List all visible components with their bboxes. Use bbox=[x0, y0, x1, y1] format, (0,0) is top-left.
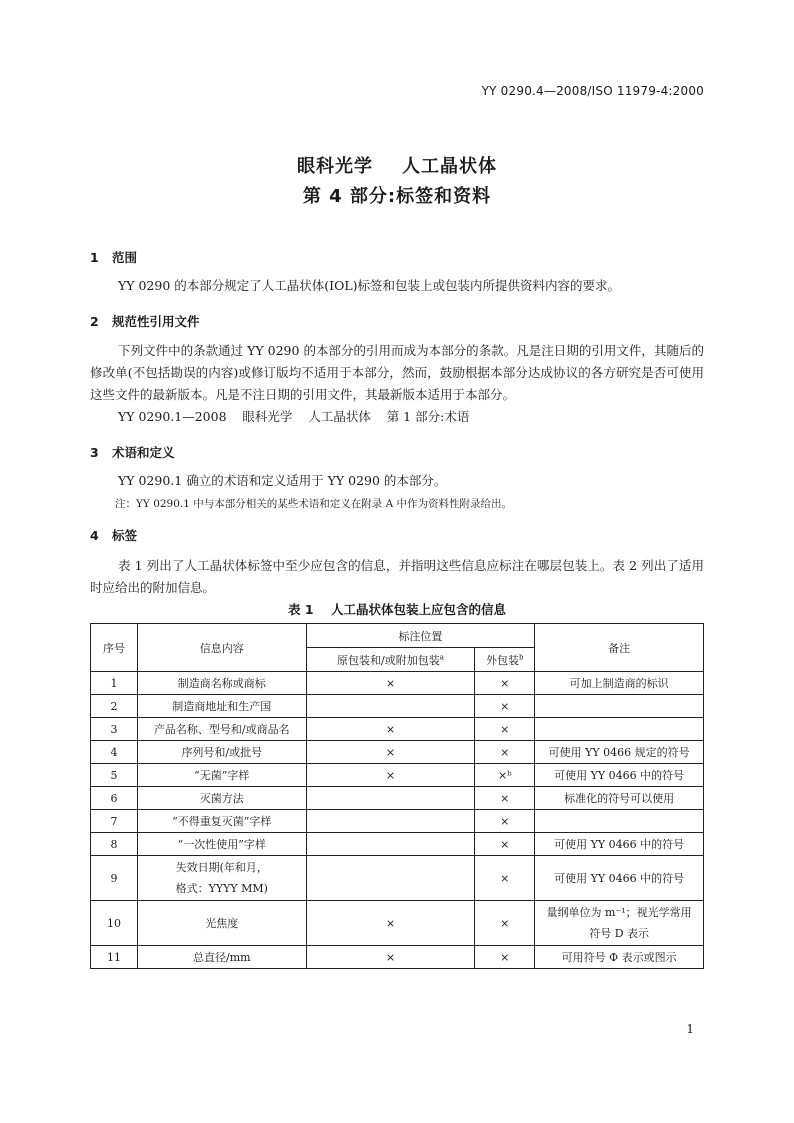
label-info-table bbox=[90, 623, 704, 969]
section-1-heading bbox=[90, 248, 137, 266]
section-1-text: YY 0290 的本部分规定了人工晶状体(IOL)标签和包装上或包装内所提供资料内容的要求。 bbox=[118, 278, 621, 293]
section-number: 3 bbox=[90, 445, 99, 460]
section-number: 1 bbox=[90, 250, 99, 265]
header-remark: 备注 bbox=[535, 624, 704, 672]
page-number: 1 bbox=[686, 1022, 694, 1036]
document-title-main: 眼科光学 人工晶状体 bbox=[296, 156, 498, 177]
header-no: 序号 bbox=[91, 624, 138, 672]
section-3-heading bbox=[90, 443, 175, 461]
table-row: 6 灭菌方法 × 标准化的符号可以使用 bbox=[91, 787, 704, 810]
table-row: 9 失效日期(年和月， 格式：YYYY MM) × 可使用 YY 0466 中的符号 bbox=[91, 856, 704, 901]
expiry-info-cell: 失效日期(年和月， 格式：YYYY MM) bbox=[137, 856, 306, 901]
header-info: 信息内容 bbox=[137, 624, 306, 672]
table-row: 1 制造商名称或商标 × × 可加上制造商的标识 bbox=[91, 672, 704, 695]
section-number: 4 bbox=[90, 528, 99, 543]
table-row: 10 光焦度 × × 量纲单位为 m⁻¹；视光学常用 符号 D 表示 bbox=[91, 901, 704, 946]
section-4-heading bbox=[90, 526, 137, 544]
table-caption: 表 1 人工晶状体包装上应包含的信息 bbox=[288, 602, 506, 617]
section-number: 2 bbox=[90, 314, 99, 329]
table-row: 3 产品名称、型号和/或商品名 × × bbox=[91, 718, 704, 741]
standard-code: YY 0290.4—2008/ISO 11979-4:2000 bbox=[481, 84, 704, 98]
section-title: 规范性引用文件 bbox=[112, 314, 200, 329]
header-outer-package: 外包装$^b$ bbox=[475, 648, 535, 672]
section-title: 术语和定义 bbox=[112, 445, 175, 460]
section-2-text: 下列文件中的条款通过 YY 0290 的本部分的引用而成为本部分的条款。凡是注日期的引用文件，其随后的修改单(不包括勘误的内容)或修订版均不适用于本部分，然而，鼓励根据本部分达成协议的各方研究是否可使用这些文件的最新版本。凡是不注日期的引用文件，其最新版本适用于本部分。 bbox=[90, 343, 704, 402]
table-row: 7 “不得重复灭菌”字样 × bbox=[91, 810, 704, 833]
table-row: 5 “无菌”字样 × ×ᵇ 可使用 YY 0466 中的符号 bbox=[91, 764, 704, 787]
table-row: 11 总直径/mm × × 可用符号 Φ 表示或图示 bbox=[91, 946, 704, 969]
section-4-text: 表 1 列出了人工晶状体标签中至少应包含的信息，并指明这些信息应标注在哪层包装上。表 2 列出了适用时应给出的附加信息。 bbox=[90, 558, 704, 595]
section-title: 范围 bbox=[112, 250, 138, 265]
section-3-note: 注：YY 0290.1 中与本部分相关的某些术语和定义在附录 A 中作为资料性附录给出。 bbox=[115, 498, 513, 510]
normative-reference: YY 0290.1—2008 眼科光学 人工晶状体 第 1 部分:术语 bbox=[118, 409, 470, 424]
section-3-text: YY 0290.1 确立的术语和定义适用于 YY 0290 的本部分。 bbox=[118, 473, 447, 488]
table-row: 4 序列号和/或批号 × × 可使用 YY 0466 规定的符号 bbox=[91, 741, 704, 764]
table-row: 2 制造商地址和生产国 × bbox=[91, 695, 704, 718]
section-title: 标签 bbox=[112, 528, 138, 543]
document-title-part: 第 4 部分:标签和资料 bbox=[302, 186, 492, 207]
header-position: 标注位置 bbox=[306, 624, 535, 648]
header-primary-package: 原包装和/或附加包装$^a$ bbox=[306, 648, 475, 672]
table-row: 8 “一次性使用”字样 × 可使用 YY 0466 中的符号 bbox=[91, 833, 704, 856]
power-remark-cell: 量纲单位为 m⁻¹；视光学常用 符号 D 表示 bbox=[535, 901, 704, 946]
section-2-heading bbox=[90, 312, 200, 330]
